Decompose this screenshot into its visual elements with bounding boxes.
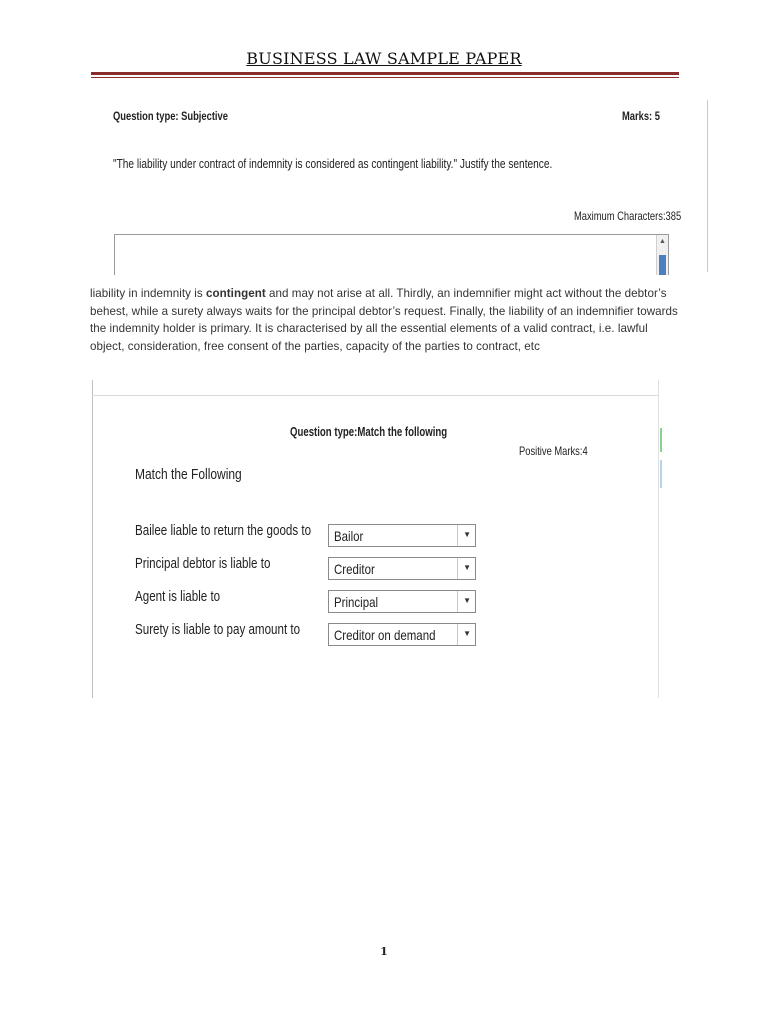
select-value: Bailor: [334, 528, 364, 544]
scroll-up-arrow-icon[interactable]: ▲: [659, 238, 666, 245]
chevron-down-icon[interactable]: ▼: [463, 629, 471, 638]
answer-text-part1: liability in indemnity is: [90, 287, 206, 300]
pair-label-4: Surety is liable to pay amount to: [135, 622, 301, 638]
screenshot-right-border: [658, 380, 659, 698]
match-question-type-label: Question type:Match the following: [290, 424, 448, 439]
answer-text-part2: and may not arise at all. Thirdly, an indemnifier might act without the debtor’s behest, while a surety always waits for the principal debtor’s request. Finally, the liability of an indemnifier towards the indemnity holder is primary. It is characterised by all the essential elements of a valid contract, i.e. lawful object, consideration, free consent of the parties, capacity of the parties to contract, etc: [90, 287, 678, 353]
answer-paragraph: [90, 285, 680, 355]
answer-bold-word: contingent: [206, 287, 266, 300]
side-tab-blue: [660, 460, 662, 488]
title-rule-thin: [91, 77, 679, 78]
select-value: Creditor: [334, 561, 375, 577]
match-question-screenshot: [92, 380, 667, 698]
screenshot-left-border: [92, 380, 93, 698]
page-number: 1: [380, 945, 388, 958]
select-value: Creditor on demand: [334, 627, 436, 643]
pair-label-1: Bailee liable to return the goods to: [135, 523, 312, 539]
marks-label: Marks: 5: [622, 109, 660, 123]
chevron-down-icon[interactable]: ▼: [463, 530, 471, 539]
side-tab-green: [660, 428, 662, 452]
pair-select-1[interactable]: [328, 524, 476, 547]
match-title: Match the Following: [135, 466, 242, 483]
textarea-scrollbar[interactable]: [656, 235, 668, 275]
screenshot-top-divider: [92, 395, 659, 396]
select-separator: [457, 525, 458, 546]
question-type-label: Question type: Subjective: [113, 109, 228, 123]
select-separator: [457, 624, 458, 645]
select-separator: [457, 591, 458, 612]
max-characters-label: Maximum Characters:385: [574, 209, 682, 223]
pair-select-2[interactable]: [328, 557, 476, 580]
select-separator: [457, 558, 458, 579]
screenshot-border: [707, 100, 708, 272]
chevron-down-icon[interactable]: ▼: [463, 596, 471, 605]
document-title: BUSINESS LAW SAMPLE PAPER: [246, 49, 522, 68]
subjective-question-screenshot: [90, 96, 710, 270]
scrollbar-thumb[interactable]: [659, 255, 666, 275]
question-text: "The liability under contract of indemnity is considered as contingent liability." Justify the sentence.: [113, 156, 553, 171]
select-value: Principal: [334, 594, 379, 610]
title-rule-thick: [91, 72, 679, 75]
pair-label-2: Principal debtor is liable to: [135, 556, 271, 572]
pair-select-3[interactable]: [328, 590, 476, 613]
pair-label-3: Agent is liable to: [135, 589, 221, 605]
positive-marks-label: Positive Marks:4: [519, 444, 588, 458]
answer-textarea[interactable]: [114, 234, 669, 275]
pair-select-4[interactable]: [328, 623, 476, 646]
chevron-down-icon[interactable]: ▼: [463, 563, 471, 572]
